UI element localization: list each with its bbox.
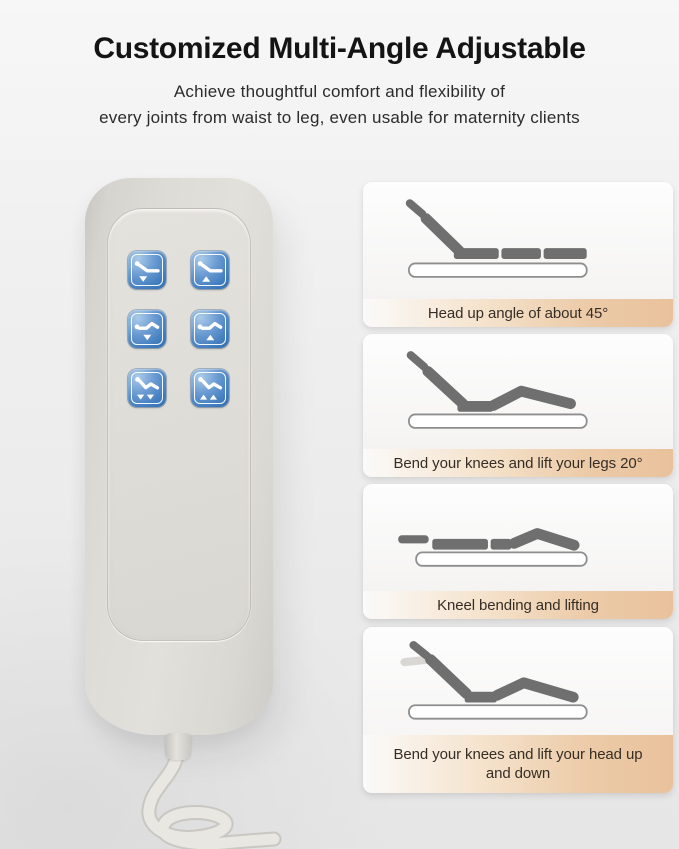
- feature-card-4: [363, 627, 673, 793]
- remote-control: [85, 178, 273, 735]
- bed-knee-bent-icon: [132, 314, 162, 344]
- page-title: Customized Multi-Angle Adjustable: [93, 32, 586, 65]
- bed-knee-bent-icon: [195, 314, 225, 344]
- feature-caption: Bend your knees and lift your legs 20°: [393, 454, 643, 472]
- combo-raise-button: [191, 369, 229, 407]
- bed-head-raised-icon: [132, 255, 162, 285]
- head-raise-button: [191, 251, 229, 289]
- diagram-area: [363, 334, 673, 449]
- bed-head-raised-icon: [195, 255, 225, 285]
- down-arrow-icon: [143, 335, 151, 340]
- bed-head-knees-adjust-diagram: [391, 633, 593, 729]
- caption-bar: [363, 449, 673, 477]
- up-arrow-icon: [210, 395, 217, 400]
- bed-recline-combo-icon: [132, 373, 162, 403]
- diagram-area: [363, 627, 673, 735]
- down-arrow-icon: [137, 395, 144, 400]
- combo-lower-button: [128, 369, 166, 407]
- feature-card-1: [363, 182, 673, 327]
- bed-knee-raised-diagram: [391, 492, 593, 584]
- diagram-area: [363, 182, 673, 299]
- legs-raise-button: [191, 310, 229, 348]
- caption-bar: [363, 299, 673, 327]
- bed-recline-combo-icon: [195, 373, 225, 403]
- up-arrow-icon: [200, 395, 207, 400]
- legs-lower-button: [128, 310, 166, 348]
- feature-caption: Bend your knees and lift your head up and down: [393, 746, 643, 782]
- down-arrow-icon: [139, 276, 147, 282]
- down-arrow-icon: [147, 395, 154, 400]
- remote-keypad-panel: [107, 208, 251, 641]
- head-lower-button: [128, 251, 166, 289]
- up-arrow-icon: [202, 276, 210, 282]
- diagram-area: [363, 484, 673, 591]
- cable-strain-relief: [165, 733, 191, 760]
- header: [0, 32, 679, 131]
- subtitle-line-2: every joints from waist to leg, even usable for maternity clients: [99, 108, 580, 127]
- feature-card-3: [363, 484, 673, 619]
- remote-button-grid: [128, 251, 229, 407]
- subtitle-line-1: Achieve thoughtful comfort and flexibility of: [173, 82, 506, 101]
- bed-head-up-knees-bent-diagram: [391, 346, 593, 438]
- bed-head-up-45-diagram: [391, 195, 593, 287]
- feature-caption: Kneel bending and lifting: [437, 596, 599, 614]
- caption-bar: [363, 735, 673, 793]
- caption-bar: [363, 591, 673, 619]
- feature-card-2: [363, 334, 673, 477]
- feature-caption: Head up angle of about 45°: [427, 304, 609, 322]
- up-arrow-icon: [206, 335, 214, 340]
